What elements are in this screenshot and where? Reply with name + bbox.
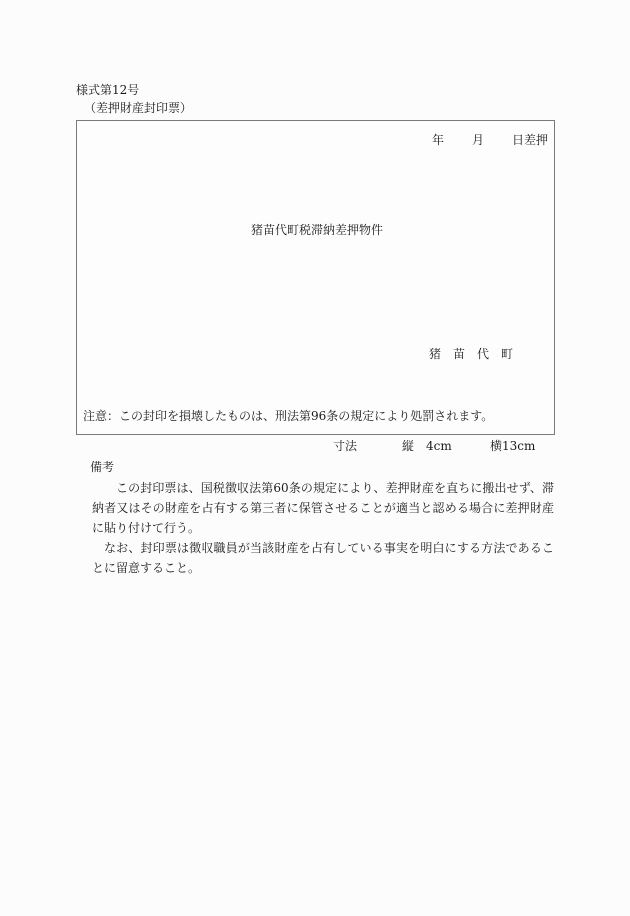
dimensions-width: 横13cm — [490, 439, 536, 453]
date-month-label: 月 — [472, 133, 485, 147]
dimensions-height: 縦 4cm — [402, 439, 452, 453]
dimensions-label: 寸法 — [333, 439, 358, 453]
remarks-paragraph: この封印票は、国税徴収法第60条の規定により、差押財産を直ちに搬出せず、滞納者又はその財産を占有する第三者に保管させることが適当と認める場合に差押財産に貼り付けて行う。 — [92, 481, 554, 535]
seal-title: 猪苗代町税滞納差押物件 — [251, 223, 384, 237]
seal-notice: 注意：この封印を損壊したものは、刑法第96条の規定により処罰されます。 — [83, 409, 494, 423]
form-number: 様式第12号 — [76, 83, 140, 97]
remarks-heading: 備考 — [90, 460, 115, 474]
date-year-label: 年 — [432, 133, 445, 147]
date-day-label: 日差押 — [512, 133, 549, 147]
remarks-paragraph: なお、封印票は徴収職員が当該財産を占有している事実を明白にする方法であることに留意すること。 — [92, 541, 554, 575]
remarks-body — [92, 478, 554, 578]
seal-issuer: 猪苗代町 — [429, 347, 526, 361]
form-subtitle: （差押財産封印票） — [84, 101, 193, 115]
seal-date — [432, 134, 548, 146]
seal-label-box — [76, 120, 555, 435]
